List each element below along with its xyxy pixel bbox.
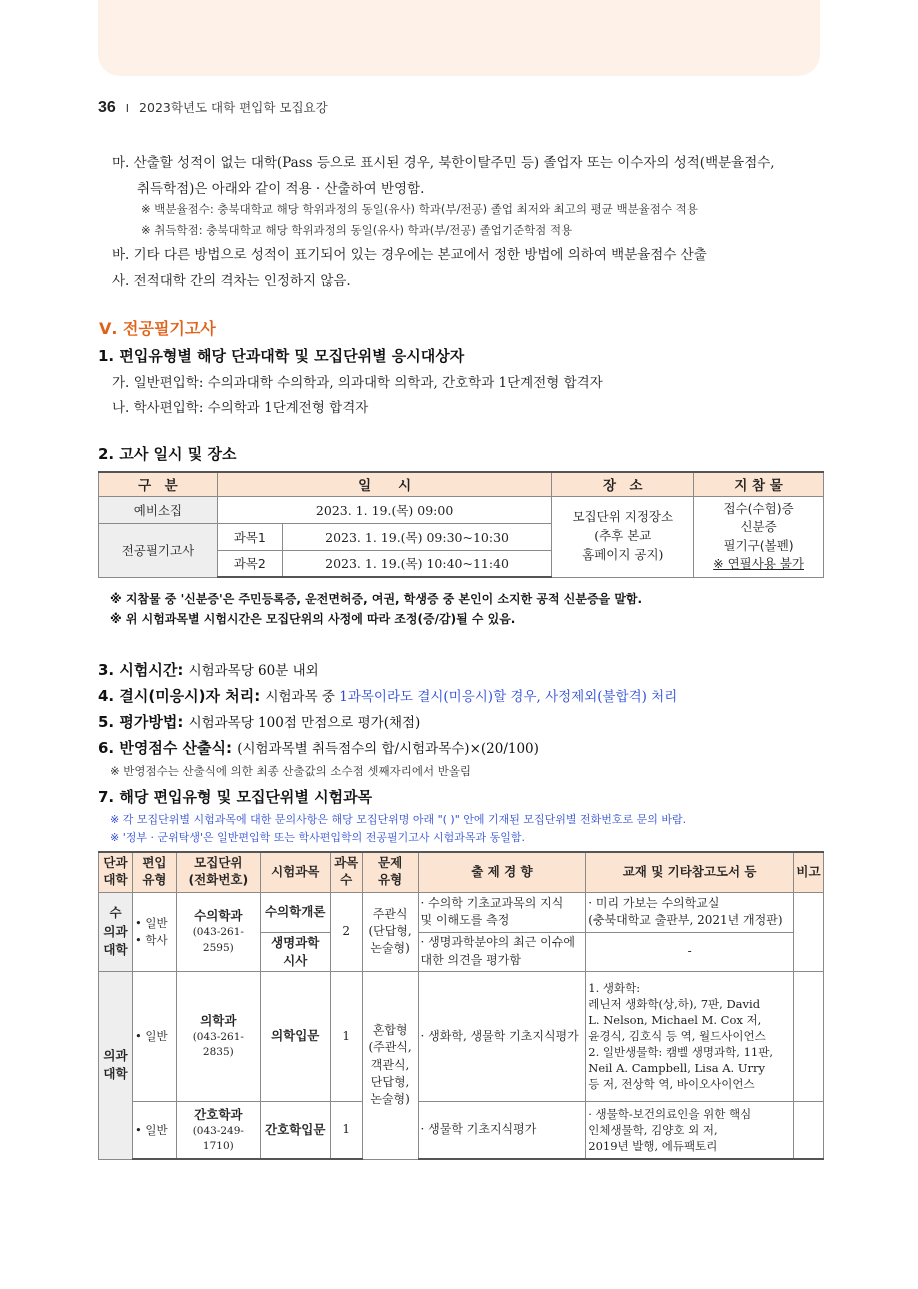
med-unit2-cell xyxy=(176,1101,260,1159)
s2-title: 2. 고사 일시 및 장소 xyxy=(98,445,237,463)
rule6-text: (시험과목별 취득점수의 합/시험과목수)×(20/100) xyxy=(237,741,539,757)
med-unit1: 의학과 xyxy=(200,1012,237,1028)
exam-time1: 2023. 1. 19.(목) 09:30~10:30 xyxy=(282,523,552,550)
exam-items xyxy=(694,496,824,577)
exam-subject1: 과목1 xyxy=(217,523,282,550)
items-list: 접수(수험)증 신분증 필기구(볼펜) xyxy=(723,501,794,553)
grades-ma-line2: 취득학점)은 아래와 같이 적용 · 산출하여 반영함. xyxy=(137,181,425,197)
section-title: Ⅴ. 전공필기고사 xyxy=(99,319,216,338)
rule5-text: 시험과목당 100점 만점으로 평가(채점) xyxy=(188,715,421,731)
rule5 xyxy=(98,711,420,732)
th-trend: 출 제 경 향 xyxy=(418,852,586,892)
med-type2: • 일반 xyxy=(132,1101,176,1159)
med-trend2: · 생물학 기초지식평가 xyxy=(418,1101,586,1159)
rule6-note: ※ 반영점수는 산출식에 의한 최종 산출값의 소수점 셋째자리에서 반올림 xyxy=(110,764,472,778)
rule3 xyxy=(98,659,319,680)
th-books: 교재 및 기타참고도서 등 xyxy=(586,852,794,892)
vet-count: 2 xyxy=(330,892,362,971)
med-type1: • 일반 xyxy=(132,971,176,1101)
rule7-note1: ※ 각 모집단위별 시험과목에 대한 문의사항은 해당 모집단위명 아래 "( )" 안에 기재된 모집단위별 전화번호로 문의 바람. xyxy=(110,813,687,826)
prelim-label: 예비소집 xyxy=(99,496,218,523)
page-header xyxy=(98,98,328,117)
rule6 xyxy=(98,737,539,758)
th-remarks: 비고 xyxy=(793,852,823,892)
items-note: ※ 연필사용 불가 xyxy=(713,555,805,571)
med-subject2: 간호학입문 xyxy=(260,1101,330,1159)
schedule-note2: ※ 위 시험과목별 시험시간은 모집단위의 사정에 따라 조정(증/감)될 수 있음. xyxy=(110,612,516,626)
header-banner xyxy=(98,0,820,76)
header-separator: I xyxy=(125,102,130,115)
rule5-label: 5. 평가방법: xyxy=(98,713,184,731)
vet-unit-cell xyxy=(176,892,260,971)
grades-ba: 바. 기타 다른 방법으로 성적이 표기되어 있는 경우에는 본교에서 정한 방법에 의하여 백분율점수 산출 xyxy=(112,247,707,263)
med-qtype: 혼합형 (주관식, 객관식, 단답형, 논술형) xyxy=(362,971,418,1159)
med-phone2: (043-249-1710) xyxy=(192,1124,244,1153)
vet-types: • 일반 • 학사 xyxy=(132,892,176,971)
rule6-label: 6. 반영점수 산출식: xyxy=(98,739,233,757)
med-count1: 1 xyxy=(330,971,362,1101)
th-datetime: 일 시 xyxy=(217,472,552,496)
th-items: 지 참 물 xyxy=(694,472,824,496)
rule7-note2: ※ '정부 · 군위탁생'은 일반편입학 또는 학사편입학의 전공필기고사 시험과목과 동일함. xyxy=(110,831,526,844)
rule4-blue-text: 1과목이라도 결시(미응시)할 경우, 사정제외(불합격) 처리 xyxy=(339,689,678,705)
th-subject: 시험과목 xyxy=(260,852,330,892)
med-unit1-cell xyxy=(176,971,260,1101)
grades-sa: 사. 전적대학 간의 격차는 인정하지 않음. xyxy=(112,273,351,289)
subjects-table xyxy=(98,851,824,1160)
med-subject1: 의학입문 xyxy=(260,971,330,1101)
vet-book1: · 미리 가보는 수의학교실 (충북대학교 출판부, 2021년 개정판) xyxy=(586,892,794,932)
doc-title: 2023학년도 대학 편입학 모집요강 xyxy=(139,100,328,115)
s1-title: 1. 편입유형별 해당 단과대학 및 모집단위별 응시대상자 xyxy=(98,347,465,365)
med-remarks1 xyxy=(793,971,823,1101)
s1-na: 나. 학사편입학: 수의학과 1단계전형 합격자 xyxy=(112,400,369,416)
exam-label: 전공필기고사 xyxy=(99,523,218,577)
med-count2: 1 xyxy=(330,1101,362,1159)
th-admission-type: 편입 유형 xyxy=(132,852,176,892)
prelim-datetime: 2023. 1. 19.(목) 09:00 xyxy=(217,496,552,523)
grades-note2: ※ 취득학점: 충북대학교 해당 학위과정의 동일(유사) 학과(부/전공) 졸업기준학점 적용 xyxy=(141,223,573,237)
schedule-table xyxy=(98,471,824,578)
vet-subject1: 수의학개론 xyxy=(260,892,330,932)
vet-trend1: · 수의학 기초교과목의 지식 및 이해도를 측정 xyxy=(418,892,586,932)
grades-ma-line1: 마. 산출할 성적이 없는 대학(Pass 등으로 표시된 경우, 북한이탈주민 등) 졸업자 또는 이수자의 성적(백분율점수, xyxy=(112,155,775,171)
med-trend1: · 생화학, 생물학 기초지식평가 xyxy=(418,971,586,1101)
exam-time2: 2023. 1. 19.(목) 10:40~11:40 xyxy=(282,550,552,577)
vet-qtype: 주관식 (단답형, 논술형) xyxy=(362,892,418,971)
vet-college: 수 의과 대학 xyxy=(99,892,133,971)
s1-ga: 가. 일반편입학: 수의과대학 수의학과, 의과대학 의학과, 간호학과 1단계전형 합격자 xyxy=(112,375,603,391)
th-college: 단과 대학 xyxy=(99,852,133,892)
vet-unit: 수의학과 xyxy=(194,908,243,924)
med-book1: 1. 생화학: 레닌저 생화학(상,하), 7판, David L. Nelson, Michael M. Cox 저, 윤경식, 김호식 등 역, 월드사이언스 2. 일반생물학: 캠벨 생명과학, 11판, Neil A. Campbell, Lisa A. Urry 등 저, 전상학 역, 바이오사이언스 xyxy=(586,971,794,1101)
exam-place: 모집단위 지정장소 (추후 본교 홈페이지 공지) xyxy=(552,496,694,577)
th-place: 장 소 xyxy=(552,472,694,496)
med-phone1: (043-261-2835) xyxy=(192,1031,244,1059)
exam-subject2: 과목2 xyxy=(217,550,282,577)
vet-book2: - xyxy=(586,932,794,971)
th-category: 구 분 xyxy=(99,472,218,496)
rule4-text: 시험과목 중 xyxy=(265,689,340,705)
med-remarks2 xyxy=(793,1101,823,1159)
grades-note1: ※ 백분율점수: 충북대학교 해당 학위과정의 동일(유사) 학과(부/전공) 졸업 최저와 최고의 평균 백분율점수 적용 xyxy=(141,202,698,216)
page-number: 36 xyxy=(98,99,116,116)
th-unit: 모집단위 (전화번호) xyxy=(176,852,260,892)
med-book2: · 생물학-보건의료인을 위한 핵심 인체생물학, 김양호 외 저, 2019년 발행, 에듀팩토리 xyxy=(586,1101,794,1159)
schedule-note1: ※ 지참물 중 '신분증'은 주민등록증, 운전면허증, 여권, 학생증 중 본인이 소지한 공적 신분증을 말함. xyxy=(110,592,643,606)
rule4 xyxy=(98,685,677,706)
rule3-text: 시험과목당 60분 내외 xyxy=(188,663,319,679)
rule4-label: 4. 결시(미응시)자 처리: xyxy=(98,687,261,705)
vet-trend2: · 생명과학분야의 최근 이슈에 대한 의견을 평가함 xyxy=(418,932,586,971)
rule3-label: 3. 시험시간: xyxy=(98,661,184,679)
med-college: 의과 대학 xyxy=(99,971,133,1159)
med-unit2: 간호학과 xyxy=(194,1106,243,1122)
th-qtype: 문제 유형 xyxy=(362,852,418,892)
rule7-title: 7. 해당 편입유형 및 모집단위별 시험과목 xyxy=(98,788,373,806)
vet-remarks xyxy=(793,892,823,971)
th-count: 과목 수 xyxy=(330,852,362,892)
vet-subject2: 생명과학 시사 xyxy=(260,932,330,971)
vet-phone: (043-261-2595) xyxy=(192,926,244,954)
